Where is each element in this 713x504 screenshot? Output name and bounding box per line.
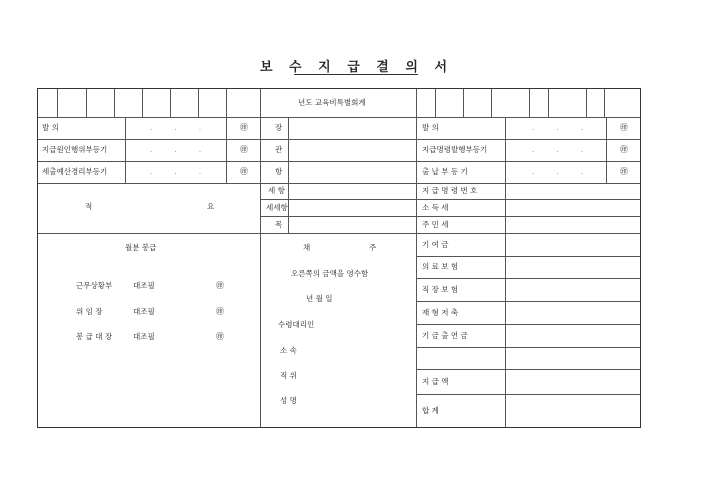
seal-icon: ㊞: [240, 145, 248, 154]
left-row-budget-register-date: . . .: [150, 168, 212, 176]
approval-box-divider: [226, 89, 227, 117]
line-v-left-value: [125, 117, 126, 183]
seal-icon: ㊞: [216, 307, 224, 316]
left-row-cause-register-date: . . .: [150, 146, 212, 154]
monthly-pay-label: 월분 봉급: [125, 243, 157, 252]
deduction-pension: 기 여 금: [422, 240, 449, 249]
recipient-agent-label: 수령대리인: [278, 320, 315, 329]
recipient-affiliation-label: 소 속: [280, 346, 297, 355]
line-v-left-seal: [226, 117, 227, 183]
signer-check: 대조필: [133, 307, 155, 316]
right-row-disbursement-register: 출 납 부 등 기: [422, 167, 468, 176]
total-label: 합 계: [422, 406, 439, 415]
line-deduction3: [416, 301, 640, 302]
line-header-bottom: [38, 117, 640, 118]
line-deduction5: [416, 347, 640, 348]
budget-chapter-label: 장: [275, 123, 283, 132]
signer-check: 대조필: [133, 332, 155, 341]
deduction-medical: 의 료 보 험: [422, 262, 459, 271]
signer-role: 근무상황부: [76, 281, 113, 290]
deduction-workplace: 직 장 보 험: [422, 285, 459, 294]
line-deduction4: [416, 324, 640, 325]
receipt-date-line: 년 월 일: [306, 294, 333, 303]
line-v-right-main: [416, 89, 417, 427]
deduction-fund: 기 금 출 연 금: [422, 331, 468, 340]
line-row2-bottom: [38, 161, 640, 162]
line-v-right-value: [505, 117, 506, 427]
approval-box-divider: [463, 89, 464, 117]
line-v-left-main: [260, 89, 261, 427]
payment-amount-label: 지 급 액: [422, 377, 449, 386]
approval-box-divider: [604, 89, 605, 117]
payment-resolution-form: [37, 88, 641, 428]
budget-section-label: 관: [275, 145, 283, 154]
resident-tax-label: 주 민 세: [422, 220, 449, 229]
line-payment-top: [416, 394, 640, 395]
line-sub2-mid: [260, 216, 640, 217]
right-row-order-register-date: . . .: [532, 146, 594, 154]
left-row-originator-date: . . .: [150, 124, 212, 132]
approval-box-divider: [586, 89, 587, 117]
payment-order-number-label: 지 급 명 령 번 호: [422, 186, 478, 195]
right-row-originator-date: . . .: [532, 124, 594, 132]
signer-role: 위 임 장: [76, 307, 103, 316]
approval-box-divider: [114, 89, 115, 117]
right-row-disbursement-register-date: . . .: [532, 168, 594, 176]
approval-box-divider: [491, 89, 492, 117]
approval-box-divider: [86, 89, 87, 117]
line-row3-bottom: [38, 183, 640, 184]
seal-icon: ㊞: [620, 167, 628, 176]
document-title: 보 수 지 급 결 의 서: [259, 60, 454, 75]
deduction-savings: 재 형 저 축: [422, 308, 459, 317]
income-tax-label: 소 득 세: [422, 203, 449, 212]
line-deduction1: [416, 256, 640, 257]
creditor-label-right: 주: [369, 243, 377, 252]
seal-icon: ㊞: [240, 123, 248, 132]
line-v-right-seal: [606, 117, 607, 183]
budget-item-label: 항: [275, 167, 283, 176]
seal-icon: ㊞: [620, 123, 628, 132]
recipient-position-label: 직 위: [280, 371, 297, 380]
fiscal-year-label: 년도 교육비특별회계: [298, 98, 366, 107]
left-row-cause-register: 지급원인행위부등기: [42, 145, 108, 154]
approval-box-divider: [435, 89, 436, 117]
line-deduction2: [416, 278, 640, 279]
line-v-mid-label: [288, 117, 289, 233]
line-sub1-mid: [260, 199, 640, 200]
recipient-name-label: 성 명: [280, 396, 297, 405]
summary-sub-item: 세 항: [268, 186, 285, 195]
approval-box-divider: [170, 89, 171, 117]
summary-sub-sub-item: 세세항: [266, 203, 288, 212]
creditor-label-left: 채: [303, 243, 311, 252]
approval-box-divider: [548, 89, 549, 117]
seal-icon: ㊞: [216, 281, 224, 290]
title-underline: [294, 74, 418, 75]
line-row1-bottom: [38, 139, 640, 140]
signer-role: 봉 급 대 장: [76, 332, 113, 341]
approval-box-divider: [142, 89, 143, 117]
left-row-budget-register: 세출예산경리부등기: [42, 167, 108, 176]
line-summary-bottom: [38, 233, 640, 234]
approval-box-divider: [57, 89, 58, 117]
summary-label-right: 요: [207, 202, 215, 211]
signer-check: 대조필: [133, 281, 155, 290]
summary-object: 목: [275, 220, 283, 229]
left-row-originator: 발 의: [42, 123, 59, 132]
seal-icon: ㊞: [240, 167, 248, 176]
seal-icon: ㊞: [216, 332, 224, 341]
line-deduction6: [416, 369, 640, 370]
summary-label-left: 적: [85, 202, 93, 211]
approval-box-divider: [529, 89, 530, 117]
receipt-statement: 오른쪽의 금액을 영수함: [291, 269, 369, 278]
seal-icon: ㊞: [620, 145, 628, 154]
right-row-originator: 발 의: [422, 123, 439, 132]
approval-box-divider: [198, 89, 199, 117]
right-row-order-register: 지급명령발행부등기: [422, 145, 488, 154]
